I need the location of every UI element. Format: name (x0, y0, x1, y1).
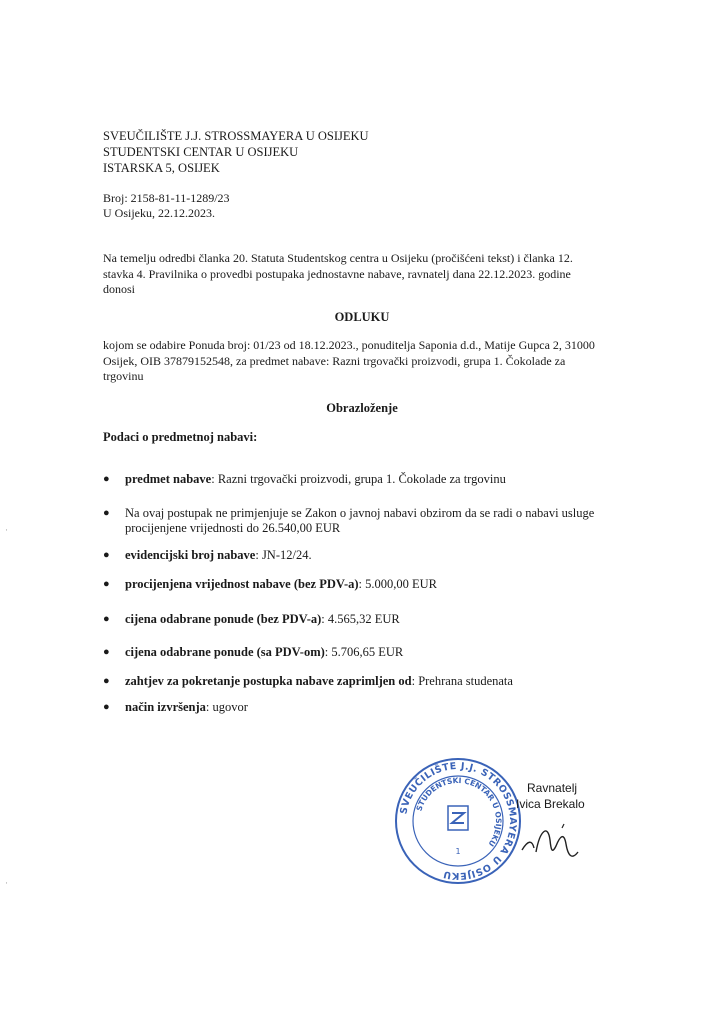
item-value: : 5.706,65 EUR (324, 645, 404, 659)
signatory-name: Ivica Brekalo (516, 797, 585, 811)
intro-line-1: Na temelju odredbi članka 20. Statuta Studentskog centra u Osijeku (pročišćeni tekst) i članka 12. (103, 251, 573, 265)
item-value: : Razni trgovački proizvodi, grupa 1. Čokolade za trgovinu (211, 472, 506, 486)
bullet-icon: ● (103, 473, 110, 485)
reference-number: Broj: 2158-81-11-1289/23 (103, 191, 230, 205)
scan-mark: · (5, 525, 8, 535)
decision-line-1: kojom se odabire Ponuda broj: 01/23 od 18.12.2023., ponuditelja Saponia d.d., Matije Gupca 2, 31000 (103, 338, 595, 352)
item-label: cijena odabrane ponude (bez PDV-a) (125, 612, 322, 626)
subject-heading: Podaci o predmetnoj nabavi: (103, 430, 258, 444)
scan-mark: · (5, 878, 8, 888)
bullet-icon: ● (103, 701, 110, 713)
decision-line-2: Osijek, OIB 37879152548, za predmet nabave: Razni trgovački proizvodi, grupa 1. Čokolade za (103, 354, 566, 368)
item-value: : 5.000,00 EUR (358, 577, 438, 591)
item-label: evidencijski broj nabave (125, 548, 256, 562)
item-label: procijenjena vrijednost nabave (bez PDV-a) (125, 577, 359, 591)
item-label: zahtjev za pokretanje postupka nabave zaprimljen od (125, 674, 412, 688)
address: ISTARSKA 5, OSIJEK (103, 161, 220, 175)
bullet-icon: ● (103, 578, 110, 590)
item-label: cijena odabrane ponude (sa PDV-om) (125, 645, 325, 659)
bullet-icon: ● (103, 507, 110, 519)
stamp-outer-text: SVEUČILIŠTE J.J. STROSSMAYERA U OSIJEKU (398, 760, 519, 882)
item-value: : ugovor (205, 700, 248, 714)
list-item (103, 645, 403, 660)
bullet-icon: ● (103, 646, 110, 658)
stamp-inner-text: STUDENTSKI CENTAR U OSIJEKU (414, 775, 504, 849)
list-item (103, 506, 594, 536)
list-item (103, 612, 400, 627)
institution-name: SVEUČILIŠTE J.J. STROSSMAYERA U OSIJEKU (103, 129, 369, 143)
handwritten-signature (518, 810, 588, 870)
department-name: STUDENTSKI CENTAR U OSIJEKU (103, 145, 299, 159)
item-value: : 4.565,32 EUR (321, 612, 400, 626)
official-stamp (393, 756, 523, 886)
item-value: : Prehrana studenata (411, 674, 513, 688)
list-item (103, 548, 312, 563)
signatory-title: Ravnatelj (527, 781, 578, 795)
stamp-number: 1 (455, 847, 461, 856)
list-item (103, 674, 513, 689)
item-label: način izvršenja (125, 700, 206, 714)
explanation-title: Obrazloženje (326, 401, 398, 415)
decision-title: ODLUKU (334, 310, 390, 324)
stamp-emblem-icon (448, 806, 468, 830)
bullet-icon: ● (103, 675, 110, 687)
list-item (103, 577, 437, 592)
bullet-icon: ● (103, 613, 110, 625)
list-item (103, 472, 506, 487)
intro-line-2: stavka 4. Pravilnika o provedbi postupaka jednostavne nabave, ravnatelj dana 22.12.2023. godine (103, 267, 571, 281)
item-value: Na ovaj postupak ne primjenjuje se Zakon o javnoj nabavi obzirom da se radi o nabavi usluge (125, 506, 595, 520)
list-item (103, 700, 248, 715)
place-date: U Osijeku, 22.12.2023. (103, 206, 215, 220)
bullet-icon: ● (103, 549, 110, 561)
intro-line-3: donosi (103, 282, 136, 296)
item-value: : JN-12/24. (255, 548, 312, 562)
item-value-continued: procijenjene vrijednosti do 26.540,00 EUR (125, 521, 341, 535)
decision-line-3: trgovinu (103, 369, 144, 383)
item-label: predmet nabave (125, 472, 212, 486)
